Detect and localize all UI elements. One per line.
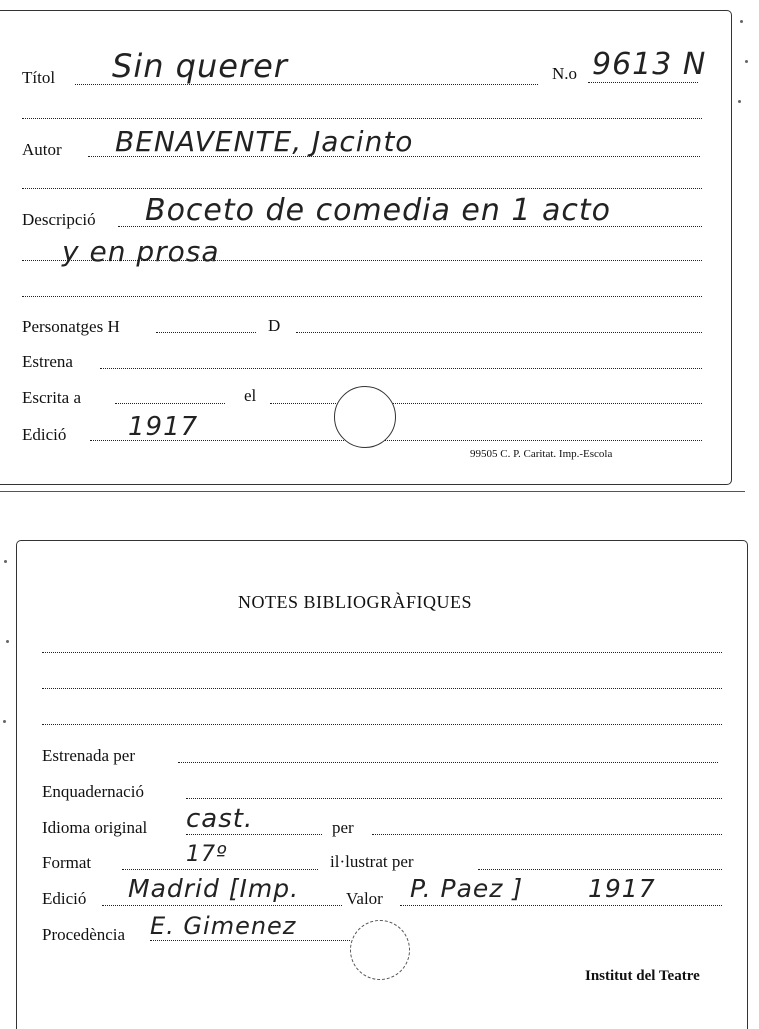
idioma-label: Idioma original [42, 818, 148, 837]
scan-speck [745, 60, 748, 63]
number-value: 9613 N [592, 47, 707, 82]
valor-year: 1917 [588, 874, 656, 903]
notes-line [42, 724, 722, 725]
scan-speck [740, 20, 743, 23]
escrita-label: Escrita a [22, 388, 81, 407]
escrita-el-label: el [244, 386, 257, 405]
procedencia-label: Procedència [42, 925, 126, 944]
escrita-a-line [115, 403, 225, 404]
estrenada-label: Estrenada per [42, 746, 135, 765]
edicio-back-value: Madrid [Imp. [128, 874, 300, 903]
institution-stamp: Institut del Teatre [585, 968, 700, 984]
format-line [122, 869, 318, 870]
titol-value: Sin querer [112, 47, 288, 85]
scan-speck [3, 720, 6, 723]
format-label: Format [42, 853, 92, 872]
personatges-label: Personatges H [22, 317, 120, 336]
notes-line [42, 688, 722, 689]
procedencia-line [150, 940, 350, 941]
illustrat-label: il·lustrat per [330, 852, 414, 871]
idioma-per-label: per [332, 818, 354, 837]
personatges-d-label: D [268, 316, 281, 335]
descripcio-value-line2: y en prosa [62, 235, 220, 268]
edicio-label: Edició [22, 425, 67, 444]
idioma-per-line [372, 834, 722, 835]
titol-label: Títol [22, 68, 56, 87]
enquadernacio-label: Enquadernació [42, 782, 144, 801]
idioma-line [186, 834, 322, 835]
edicio-value: 1917 [128, 412, 199, 442]
estrena-label: Estrena [22, 352, 73, 371]
scan-speck [6, 640, 9, 643]
number-label: N.o [552, 64, 578, 83]
scan-speck [4, 560, 7, 563]
personatges-d-line [296, 332, 702, 333]
printer-footer: 99505 C. P. Caritat. Imp.-Escola [470, 448, 613, 460]
valor-value: P. Paez ] [410, 874, 524, 903]
descripcio-label: Descripció [22, 210, 96, 229]
punch-hole [334, 386, 396, 448]
estrenada-line [178, 762, 718, 763]
edicio-back-line [102, 905, 342, 906]
valor-label: Valor [346, 889, 383, 908]
escrita-el-line [270, 403, 702, 404]
blank-line [22, 296, 702, 297]
number-line [588, 82, 698, 83]
descripcio-value-line1: Boceto de comedia en 1 acto [145, 193, 612, 228]
separator-line [0, 491, 745, 492]
valor-line [400, 905, 722, 906]
scan-speck [738, 100, 741, 103]
estrena-line [100, 368, 702, 369]
notes-line [42, 652, 722, 653]
procedencia-value: E. Gimenez [150, 912, 297, 940]
illustrat-line [478, 869, 722, 870]
blank-line [22, 118, 702, 119]
idioma-value: cast. [186, 804, 254, 834]
autor-value: BENAVENTE, Jacinto [115, 125, 414, 158]
notes-heading: NOTES BIBLIOGRÀFIQUES [238, 592, 473, 612]
personatges-h-line [156, 332, 256, 333]
autor-label: Autor [22, 140, 62, 159]
enquadernacio-line [186, 798, 722, 799]
punch-hole [350, 920, 410, 980]
blank-line [22, 188, 702, 189]
edicio-back-label: Edició [42, 889, 87, 908]
format-value: 17º [186, 842, 228, 867]
